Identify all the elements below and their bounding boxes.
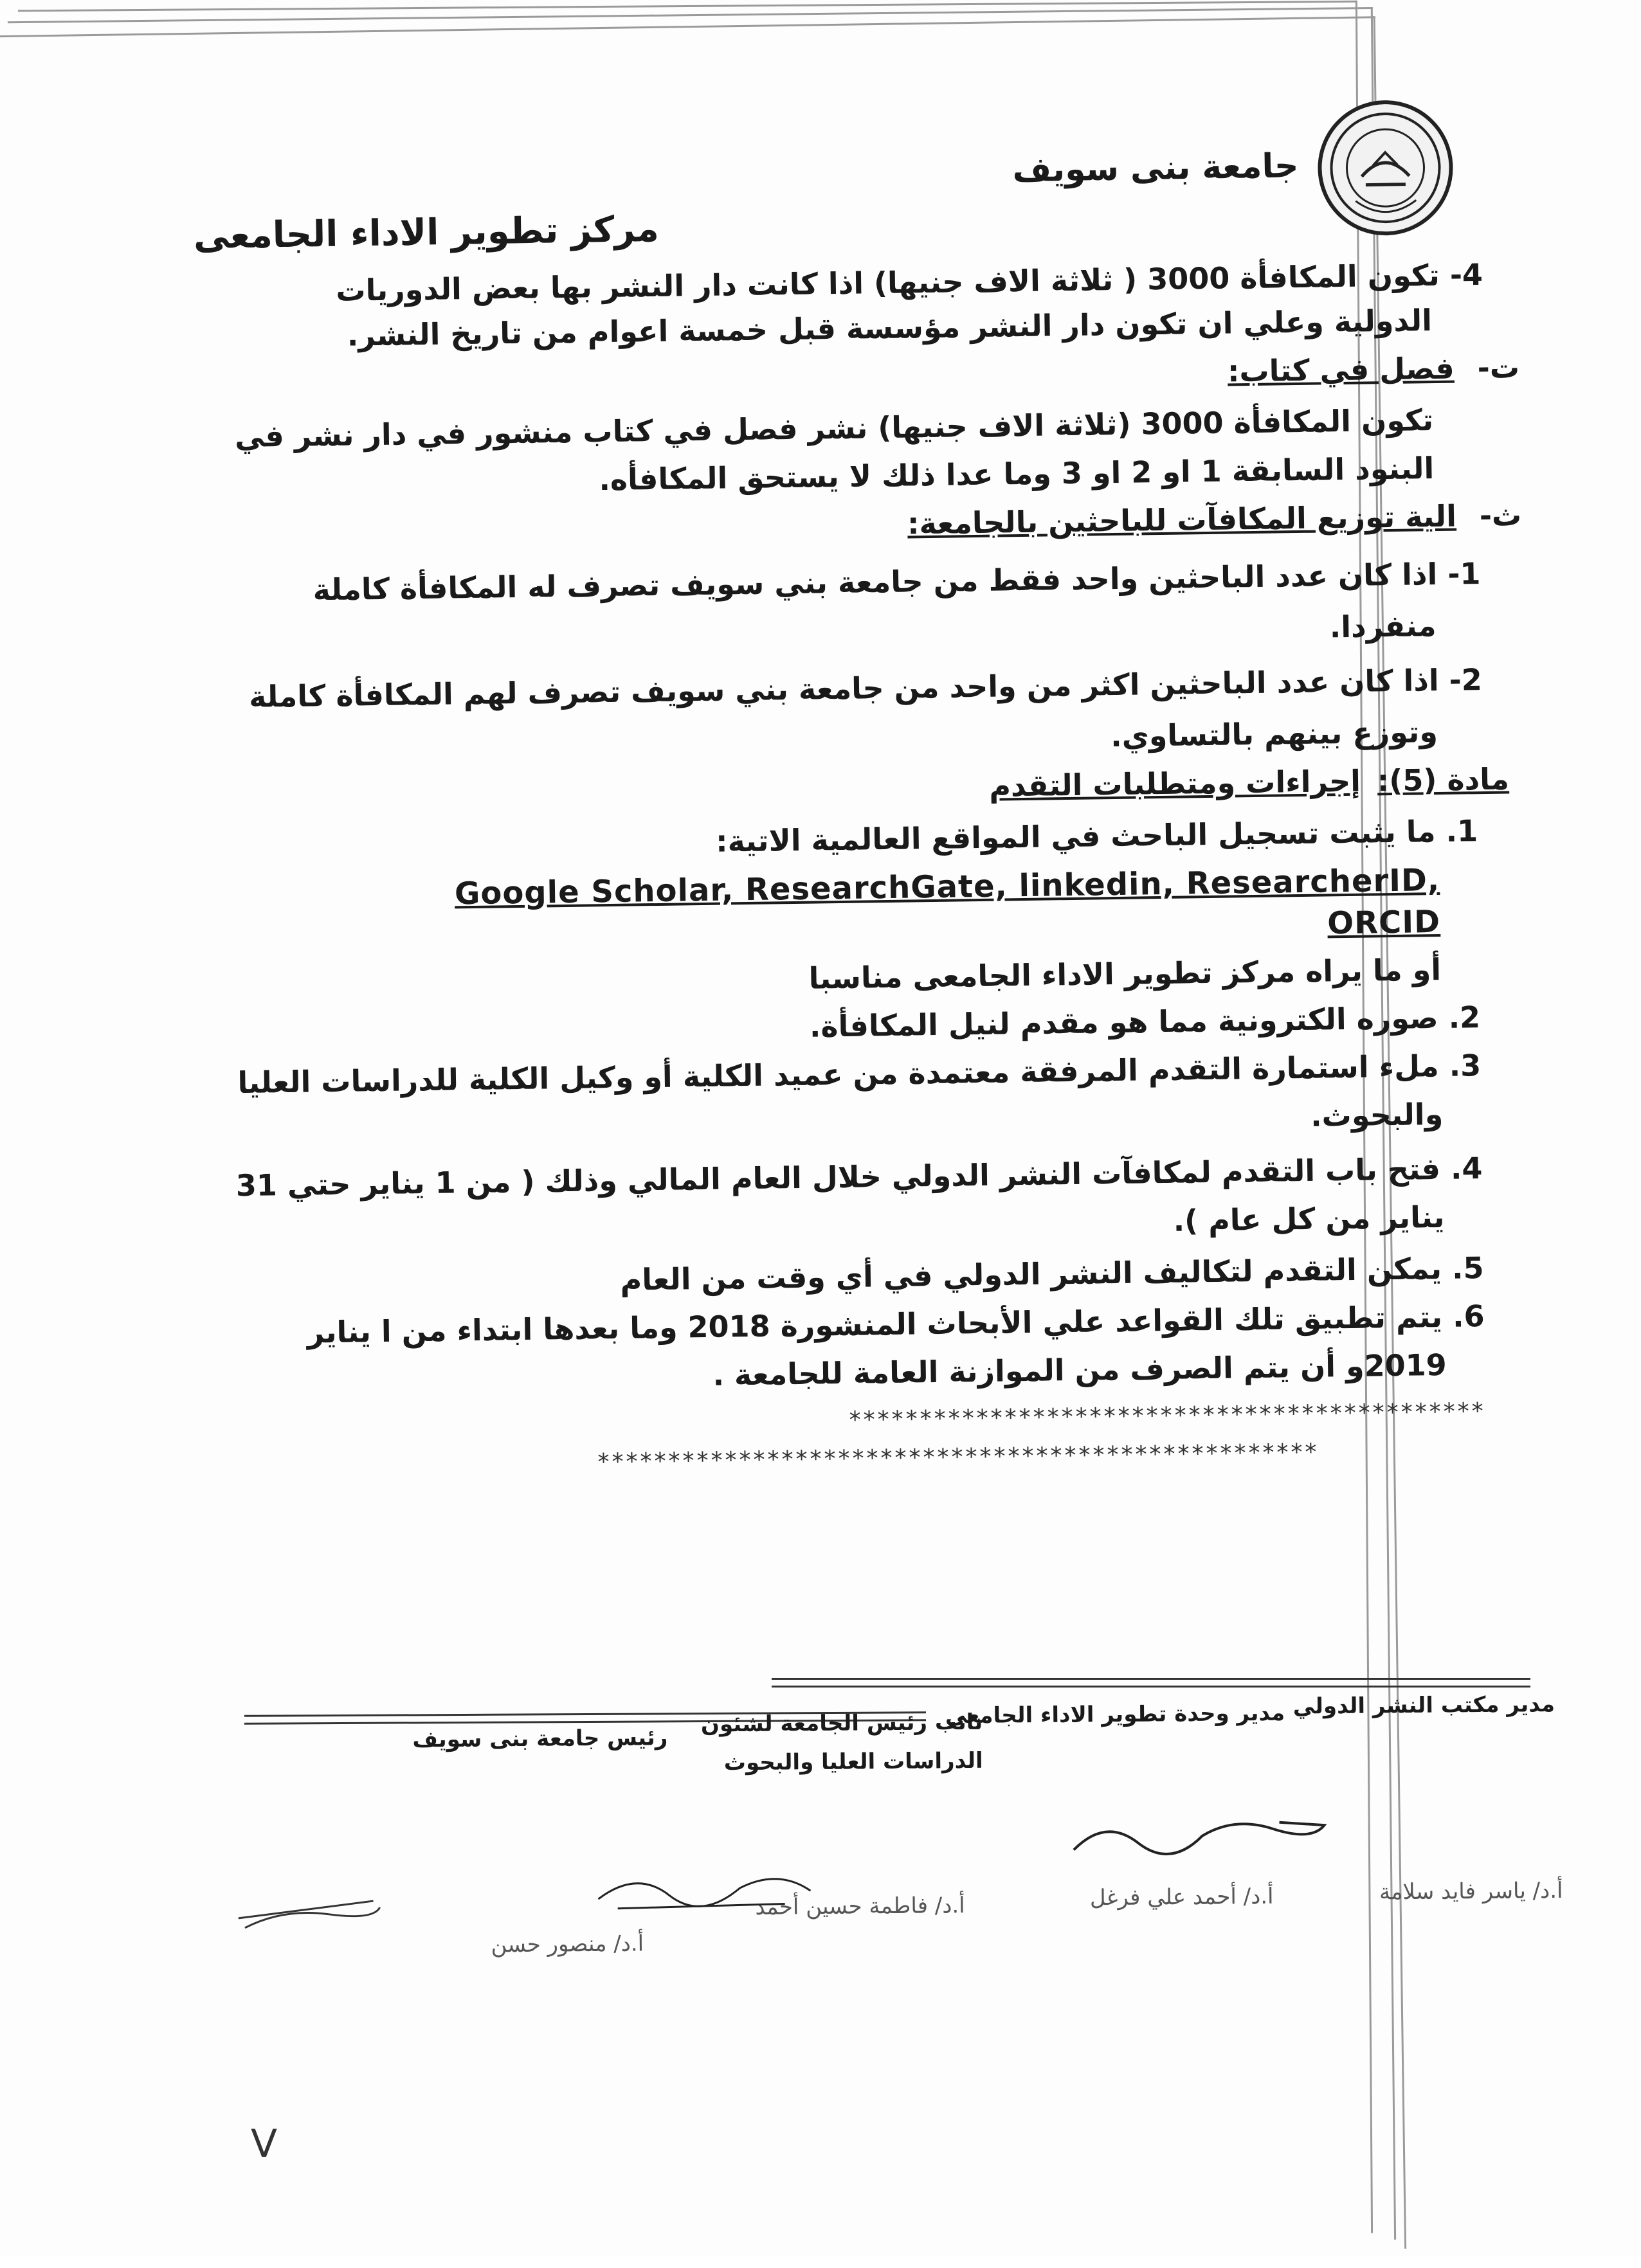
- text-line: 2. صوره الكترونية مما هو مقدم لنيل المكافأة.: [809, 1000, 1481, 1044]
- text-line: [1228, 350, 1520, 388]
- platform-list: Google Scholar, ResearchGate, linkedin, ResearcherID,: [454, 861, 1440, 912]
- text-line: 2- اذا كان عدد الباحثين اكثر من واحد من جامعة بني سويف تصرف لهم المكافأة كاملة: [248, 662, 1483, 714]
- signatory-title: مدير مكتب النشر الدولي: [1292, 1691, 1555, 1720]
- text-line: 5. يمكن التقدم لتكاليف النشر الدولي في أي وقت من العام: [620, 1250, 1484, 1297]
- university-seal-icon: [1321, 104, 1450, 233]
- university-name: جامعة بنى سويف: [1012, 147, 1299, 190]
- text-line: وتوزع بينهم بالتساوي.: [1110, 714, 1438, 754]
- signature-icon: [592, 1859, 824, 1918]
- text-line: 6. يتم تطبيق تلك القواعد علي الأبحاث المنشورة 2018 وما بعدها ابتداء من ا يناير: [307, 1299, 1485, 1350]
- letterhead: [179, 99, 1455, 286]
- text-line: والبحوث.: [1310, 1096, 1444, 1133]
- footer-rule: [772, 1686, 1530, 1688]
- text-line: يناير من كل عام ).: [1173, 1199, 1445, 1238]
- handwritten-mark: V: [251, 2121, 278, 2166]
- signatory-title: مدير وحدة تطوير الاداء الجامعي: [945, 1700, 1285, 1729]
- text-line: منفردا.: [1329, 608, 1437, 645]
- signature-icon: [231, 1888, 386, 1947]
- text-line: أو ما يراه مركز تطوير الاداء الجامعى مناسبا: [808, 951, 1442, 996]
- text-line: 1. ما يثبت تسجيل الباحث في المواقع العالمية الاتية:: [715, 813, 1478, 859]
- text-line: البنود السابقة 1 او 2 او 3 وما عدا ذلك لا يستحق المكافأه.: [599, 451, 1435, 498]
- signatory-title: نائب رئيس الجامعة لشئون: [700, 1709, 983, 1738]
- signatory-title: رئيس جامعة بنى سويف: [412, 1725, 668, 1753]
- separator-stars: *********************************************: [849, 1398, 1486, 1434]
- signatory-name: أ.د/ ياسر فايد سلامة: [1379, 1877, 1563, 1905]
- text-line: 1- اذا كان عدد الباحثين واحد فقط من جامعة بني سويف تصرف له المكافأة كاملة: [313, 556, 1481, 608]
- separator-stars: ***************************************************: [597, 1439, 1319, 1476]
- text-line: 4- تكون المكافأة 3000 ( ثلاثة الاف جنيها) اذا كانت دار النشر بها بعض الدوريات: [336, 256, 1483, 308]
- section-heading: إجراءات ومتطلبات التقدم: [988, 763, 1361, 804]
- signatory-name: أ.د/ أحمد علي فرغل: [1089, 1883, 1274, 1911]
- section-heading: الية توزيع المكافآت للباحثين بالجامعة:: [907, 498, 1457, 541]
- center-name: مركز تطوير الاداء الجامعى: [193, 208, 660, 258]
- signatory-name: أ.د/ منصور حسن: [491, 1931, 644, 1958]
- text-line: 4. فتح باب التقدم لمكافآت النشر الدولي خلال العام المالي وذلك ( من 1 يناير حتي 31: [235, 1151, 1483, 1203]
- section-heading: فصل في كتاب:: [1227, 350, 1455, 389]
- signatory-title: الدراسات العليا والبحوث: [723, 1747, 983, 1776]
- university-logo: [1317, 99, 1454, 236]
- text-line: تكون المكافأة 3000 (ثلاثة الاف جنيها) نشر فصل في كتاب منشور في دار نشر في: [234, 402, 1434, 455]
- signature-icon: [1067, 1803, 1337, 1869]
- signatory-name: أ.د/ فاطمة حسين أحمد: [755, 1893, 965, 1920]
- article-label: مادة (5):: [1377, 761, 1510, 798]
- text-line: الدولية وعلي ان تكون دار النشر مؤسسة قبل خمسة اعوام من تاريخ النشر.: [347, 303, 1433, 353]
- footer-rule: [772, 1678, 1530, 1680]
- item-marker: ت-: [1477, 350, 1520, 386]
- platform-list: ORCID: [1327, 903, 1441, 942]
- item-marker: ث-: [1479, 498, 1522, 534]
- signature-block: [230, 1691, 1563, 2024]
- text-line: 2019و أن يتم الصرف من الموازنة العامة للجامعة .: [712, 1347, 1447, 1392]
- text-line: [989, 761, 1509, 803]
- text-line: 3. ملء استمارة التقدم المرفقة معتمدة من عميد الكلية أو وكيل الكلية للدراسات العليا: [237, 1048, 1482, 1101]
